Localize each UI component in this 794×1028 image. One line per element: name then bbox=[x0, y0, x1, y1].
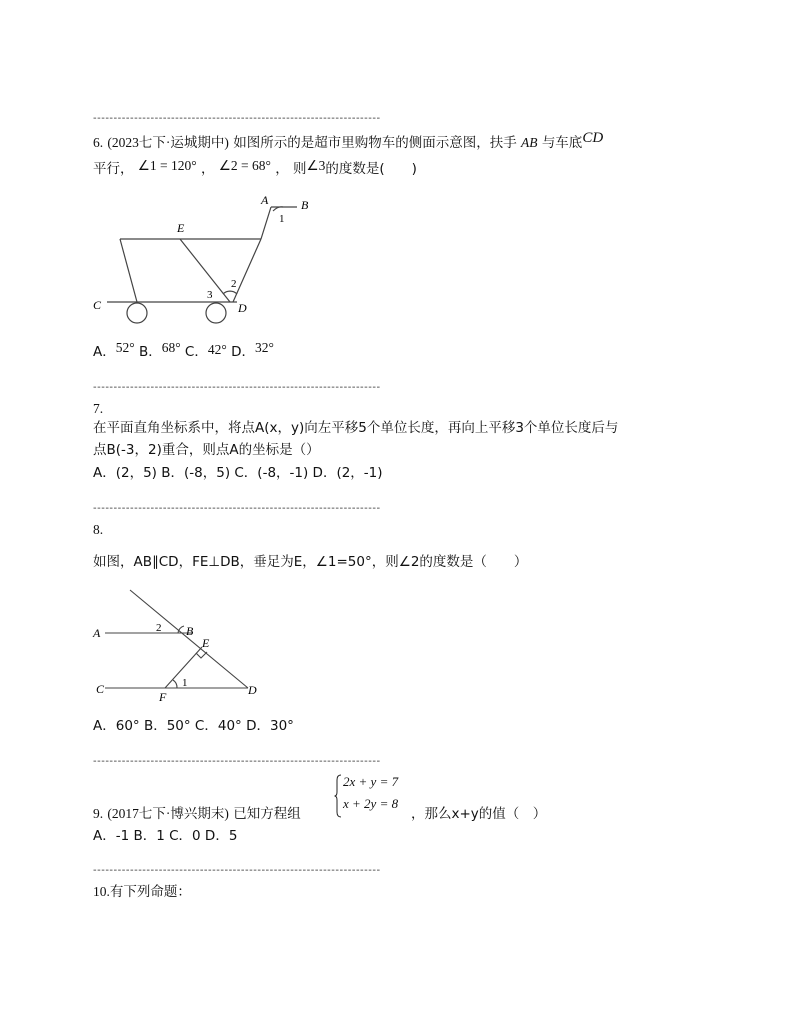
question-stem: 平行， bbox=[93, 161, 134, 177]
label-d: D bbox=[248, 683, 257, 697]
option-a-label: A． bbox=[93, 344, 116, 360]
equation-system bbox=[334, 774, 414, 820]
segment-cd: CD bbox=[582, 130, 604, 146]
question-9-stem-end: ，那么x+y的值（ ） bbox=[411, 806, 547, 822]
angle-3-symbol: ∠3 bbox=[306, 158, 326, 173]
option-c-value: 42° bbox=[207, 342, 227, 357]
separator-line: ---------------------------------------------------------------------- bbox=[93, 113, 381, 124]
label-b: B bbox=[301, 198, 309, 212]
label-angle-2: 2 bbox=[156, 622, 162, 634]
question-number: 9. bbox=[93, 806, 104, 821]
question-stem: 有下列命题： bbox=[109, 884, 191, 900]
question-source: (2023七下·运城期中) bbox=[107, 135, 229, 150]
separator-line: ---------------------------------------------------------------------- bbox=[93, 503, 381, 514]
label-c: C bbox=[93, 298, 102, 312]
question-stem: ， 则 bbox=[275, 161, 307, 177]
segment-ab: AB bbox=[521, 135, 538, 150]
shopping-cart-figure bbox=[85, 190, 325, 330]
question-number: 6. bbox=[93, 135, 104, 150]
label-angle-3: 3 bbox=[207, 289, 213, 301]
label-e: E bbox=[202, 636, 210, 650]
label-d: D bbox=[238, 301, 247, 315]
label-c: C bbox=[96, 682, 105, 696]
question-6-line-2 bbox=[93, 159, 417, 179]
option-a-value: 52° bbox=[115, 340, 135, 355]
question-number: 10. bbox=[93, 884, 110, 899]
question-7-options: A．(2，5) B．(-8，5) C．(-8，-1) D．(2，-1) bbox=[93, 465, 383, 481]
question-6-line-1 bbox=[93, 130, 604, 153]
punctuation: ， bbox=[200, 161, 215, 177]
question-6-options bbox=[93, 342, 274, 362]
option-c-label: C． bbox=[184, 344, 208, 360]
question-7-stem-line-1: 在平面直角坐标系中，将点A(x，y)向左平移5个单位长度，再向上平移3个单位长度后与 bbox=[93, 420, 619, 436]
question-7-stem-line-2: 点B(-3，2)重合，则点A的坐标是（） bbox=[93, 442, 320, 458]
option-d-value: 32° bbox=[254, 340, 274, 355]
label-angle-1: 1 bbox=[279, 213, 285, 225]
option-b-label: B． bbox=[138, 344, 162, 360]
brace-icon bbox=[334, 774, 342, 818]
question-stem-connector: 与车底 bbox=[541, 135, 583, 151]
question-9-options: A．-1 B．1 C．0 D．5 bbox=[93, 828, 238, 844]
separator-line: ---------------------------------------------------------------------- bbox=[93, 382, 381, 393]
question-8-stem: 如图，AB∥CD，FE⊥DB，垂足为E，∠1=50°，则∠2的度数是（ ） bbox=[93, 554, 528, 570]
question-8-options: A．60° B．50° C．40° D．30° bbox=[93, 718, 294, 734]
label-b: B bbox=[186, 624, 194, 638]
label-f: F bbox=[159, 690, 167, 704]
angle-2-value: ∠2 = 68° bbox=[218, 158, 271, 173]
question-number: 7. bbox=[93, 401, 104, 416]
equation-1: 2x + y = 7 bbox=[343, 774, 399, 789]
label-a: A bbox=[93, 626, 101, 640]
label-angle-2: 2 bbox=[231, 278, 237, 290]
separator-line: ---------------------------------------------------------------------- bbox=[93, 865, 381, 876]
question-source: (2017七下·博兴期末) bbox=[107, 806, 229, 821]
parallel-lines-figure bbox=[88, 585, 268, 710]
question-stem: 如图所示的是超市里购物车的侧面示意图，扶手 bbox=[233, 135, 517, 151]
option-d-label: D． bbox=[231, 344, 255, 360]
question-9-stem bbox=[93, 804, 301, 824]
label-a: A bbox=[261, 193, 269, 207]
separator-line: ---------------------------------------------------------------------- bbox=[93, 756, 381, 767]
label-angle-1: 1 bbox=[182, 677, 188, 689]
question-stem: 的度数是( ) bbox=[325, 161, 417, 177]
question-number: 8. bbox=[93, 522, 104, 537]
label-e: E bbox=[177, 221, 185, 235]
question-10-stem bbox=[93, 882, 191, 902]
option-b-value: 68° bbox=[161, 340, 181, 355]
equation-2: x + 2y = 8 bbox=[343, 796, 399, 811]
angle-1-value: ∠1 = 120° bbox=[137, 158, 197, 173]
question-stem: 已知方程组 bbox=[233, 806, 301, 822]
